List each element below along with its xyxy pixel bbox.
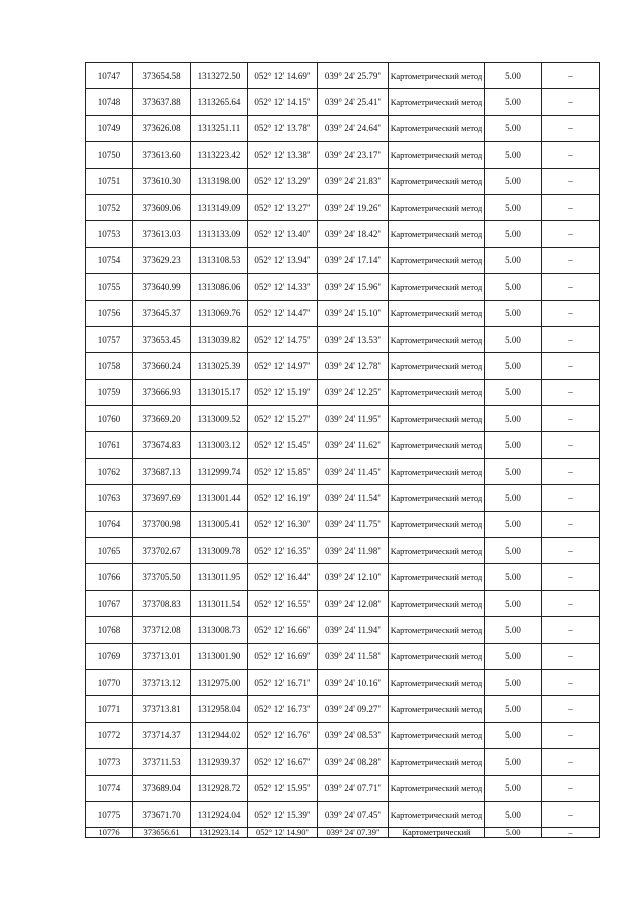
coordinate-x-cell: 373713.12: [133, 669, 191, 695]
accuracy-cell: 5.00: [485, 168, 542, 194]
coordinate-x-cell: 373629.23: [133, 247, 191, 273]
table-row: [86, 458, 600, 484]
longitude-cell: 039° 24' 12.78": [318, 353, 389, 379]
table-row: [86, 142, 600, 168]
method-cell: Картометрический метод: [389, 194, 485, 220]
coordinate-x-cell: 373653.45: [133, 326, 191, 352]
method-cell: Картометрический метод: [389, 775, 485, 801]
note-cell: –: [542, 828, 600, 838]
table-row: [86, 379, 600, 405]
coordinate-y-cell: 1313009.78: [191, 538, 248, 564]
latitude-cell: 052° 12' 14.75": [248, 326, 318, 352]
longitude-cell: 039° 24' 25.79": [318, 63, 389, 89]
longitude-cell: 039° 24' 07.39": [318, 828, 389, 838]
accuracy-cell: 5.00: [485, 353, 542, 379]
coordinate-x-cell: 373712.08: [133, 617, 191, 643]
coordinate-x-cell: 373697.69: [133, 485, 191, 511]
coordinate-x-cell: 373705.50: [133, 564, 191, 590]
coordinate-y-cell: 1313223.42: [191, 142, 248, 168]
longitude-cell: 039° 24' 11.95": [318, 406, 389, 432]
coordinate-x-cell: 373700.98: [133, 511, 191, 537]
note-cell: –: [542, 274, 600, 300]
method-cell: Картометрический метод: [389, 300, 485, 326]
note-cell: –: [542, 617, 600, 643]
coordinate-y-cell: 1313005.41: [191, 511, 248, 537]
table-row: [86, 115, 600, 141]
accuracy-cell: 5.00: [485, 590, 542, 616]
coordinate-x-cell: 373714.37: [133, 722, 191, 748]
table-row: [86, 63, 600, 89]
coordinate-y-cell: 1313001.44: [191, 485, 248, 511]
method-cell: Картометрический метод: [389, 669, 485, 695]
accuracy-cell: 5.00: [485, 300, 542, 326]
latitude-cell: 052° 12' 16.76": [248, 722, 318, 748]
coordinate-y-cell: 1312944.02: [191, 722, 248, 748]
table-row: [86, 194, 600, 220]
point-number-cell: 10764: [86, 511, 133, 537]
method-cell: Картометрический метод: [389, 353, 485, 379]
method-cell: Картометрический: [389, 828, 485, 838]
coordinate-y-cell: 1313039.82: [191, 326, 248, 352]
latitude-cell: 052° 12' 16.71": [248, 669, 318, 695]
longitude-cell: 039° 24' 12.25": [318, 379, 389, 405]
point-number-cell: 10763: [86, 485, 133, 511]
point-number-cell: 10770: [86, 669, 133, 695]
longitude-cell: 039° 24' 24.64": [318, 115, 389, 141]
method-cell: Картометрический метод: [389, 722, 485, 748]
longitude-cell: 039° 24' 11.54": [318, 485, 389, 511]
longitude-cell: 039° 24' 11.94": [318, 617, 389, 643]
latitude-cell: 052° 12' 15.45": [248, 432, 318, 458]
method-cell: Картометрический метод: [389, 89, 485, 115]
method-cell: Картометрический метод: [389, 590, 485, 616]
coordinate-y-cell: 1313133.09: [191, 221, 248, 247]
coordinate-y-cell: 1312999.74: [191, 458, 248, 484]
point-number-cell: 10771: [86, 696, 133, 722]
table-row: [86, 669, 600, 695]
accuracy-cell: 5.00: [485, 432, 542, 458]
coordinate-y-cell: 1312924.04: [191, 801, 248, 827]
point-number-cell: 10762: [86, 458, 133, 484]
latitude-cell: 052° 12' 16.19": [248, 485, 318, 511]
coordinate-y-cell: 1313008.73: [191, 617, 248, 643]
method-cell: Картометрический метод: [389, 168, 485, 194]
coordinates-table: [85, 62, 600, 838]
table-row: [86, 564, 600, 590]
note-cell: –: [542, 643, 600, 669]
coordinate-y-cell: 1313272.50: [191, 63, 248, 89]
point-number-cell: 10759: [86, 379, 133, 405]
longitude-cell: 039° 24' 09.27": [318, 696, 389, 722]
coordinate-x-cell: 373626.08: [133, 115, 191, 141]
note-cell: –: [542, 669, 600, 695]
point-number-cell: 10769: [86, 643, 133, 669]
point-number-cell: 10751: [86, 168, 133, 194]
longitude-cell: 039° 24' 07.71": [318, 775, 389, 801]
latitude-cell: 052° 12' 13.29": [248, 168, 318, 194]
coordinate-y-cell: 1313265.64: [191, 89, 248, 115]
table-row: [86, 89, 600, 115]
coordinate-y-cell: 1313149.09: [191, 194, 248, 220]
method-cell: Картометрический метод: [389, 379, 485, 405]
longitude-cell: 039° 24' 11.58": [318, 643, 389, 669]
note-cell: –: [542, 142, 600, 168]
table-row: [86, 801, 600, 827]
latitude-cell: 052° 12' 15.95": [248, 775, 318, 801]
latitude-cell: 052° 12' 13.94": [248, 247, 318, 273]
coordinate-x-cell: 373609.06: [133, 194, 191, 220]
method-cell: Картометрический метод: [389, 617, 485, 643]
latitude-cell: 052° 12' 13.78": [248, 115, 318, 141]
accuracy-cell: 5.00: [485, 643, 542, 669]
latitude-cell: 052° 12' 15.27": [248, 406, 318, 432]
coordinate-y-cell: 1313011.95: [191, 564, 248, 590]
table-row: [86, 221, 600, 247]
coordinate-x-cell: 373654.58: [133, 63, 191, 89]
coordinate-x-cell: 373689.04: [133, 775, 191, 801]
note-cell: –: [542, 247, 600, 273]
coordinate-x-cell: 373671.70: [133, 801, 191, 827]
longitude-cell: 039° 24' 25.41": [318, 89, 389, 115]
longitude-cell: 039° 24' 23.17": [318, 142, 389, 168]
longitude-cell: 039° 24' 13.53": [318, 326, 389, 352]
note-cell: –: [542, 458, 600, 484]
point-number-cell: 10748: [86, 89, 133, 115]
note-cell: –: [542, 696, 600, 722]
longitude-cell: 039° 24' 11.98": [318, 538, 389, 564]
accuracy-cell: 5.00: [485, 775, 542, 801]
point-number-cell: 10756: [86, 300, 133, 326]
note-cell: –: [542, 379, 600, 405]
latitude-cell: 052° 12' 13.40": [248, 221, 318, 247]
table-row: [86, 617, 600, 643]
coordinate-x-cell: 373702.67: [133, 538, 191, 564]
point-number-cell: 10760: [86, 406, 133, 432]
latitude-cell: 052° 12' 16.67": [248, 749, 318, 775]
accuracy-cell: 5.00: [485, 194, 542, 220]
accuracy-cell: 5.00: [485, 696, 542, 722]
table-row: [86, 274, 600, 300]
coordinate-y-cell: 1313198.00: [191, 168, 248, 194]
accuracy-cell: 5.00: [485, 538, 542, 564]
latitude-cell: 052° 12' 14.90": [248, 828, 318, 838]
accuracy-cell: 5.00: [485, 221, 542, 247]
latitude-cell: 052° 12' 13.38": [248, 142, 318, 168]
method-cell: Картометрический метод: [389, 432, 485, 458]
method-cell: Картометрический метод: [389, 247, 485, 273]
coordinate-y-cell: 1313069.76: [191, 300, 248, 326]
coordinate-y-cell: 1313025.39: [191, 353, 248, 379]
accuracy-cell: 5.00: [485, 115, 542, 141]
method-cell: Картометрический метод: [389, 643, 485, 669]
accuracy-cell: 5.00: [485, 485, 542, 511]
method-cell: Картометрический метод: [389, 458, 485, 484]
longitude-cell: 039° 24' 11.75": [318, 511, 389, 537]
point-number-cell: 10758: [86, 353, 133, 379]
note-cell: –: [542, 511, 600, 537]
table-row: [86, 775, 600, 801]
coordinate-y-cell: 1312958.04: [191, 696, 248, 722]
method-cell: Картометрический метод: [389, 511, 485, 537]
point-number-cell: 10752: [86, 194, 133, 220]
accuracy-cell: 5.00: [485, 511, 542, 537]
method-cell: Картометрический метод: [389, 696, 485, 722]
latitude-cell: 052° 12' 14.33": [248, 274, 318, 300]
coordinate-x-cell: 373610.30: [133, 168, 191, 194]
method-cell: Картометрический метод: [389, 221, 485, 247]
coordinate-x-cell: 373713.01: [133, 643, 191, 669]
note-cell: –: [542, 538, 600, 564]
method-cell: Картометрический метод: [389, 564, 485, 590]
coordinate-y-cell: 1313086.06: [191, 274, 248, 300]
longitude-cell: 039° 24' 08.28": [318, 749, 389, 775]
longitude-cell: 039° 24' 15.10": [318, 300, 389, 326]
coordinate-x-cell: 373613.60: [133, 142, 191, 168]
latitude-cell: 052° 12' 16.35": [248, 538, 318, 564]
point-number-cell: 10761: [86, 432, 133, 458]
accuracy-cell: 5.00: [485, 406, 542, 432]
method-cell: Картометрический метод: [389, 115, 485, 141]
point-number-cell: 10765: [86, 538, 133, 564]
table-row: [86, 485, 600, 511]
accuracy-cell: 5.00: [485, 617, 542, 643]
accuracy-cell: 5.00: [485, 142, 542, 168]
coordinate-x-cell: 373674.83: [133, 432, 191, 458]
point-number-cell: 10755: [86, 274, 133, 300]
accuracy-cell: 5.00: [485, 247, 542, 273]
note-cell: –: [542, 89, 600, 115]
table-row: [86, 749, 600, 775]
note-cell: –: [542, 221, 600, 247]
note-cell: –: [542, 801, 600, 827]
note-cell: –: [542, 168, 600, 194]
note-cell: –: [542, 300, 600, 326]
latitude-cell: 052° 12' 16.44": [248, 564, 318, 590]
coordinate-x-cell: 373640.99: [133, 274, 191, 300]
note-cell: –: [542, 194, 600, 220]
point-number-cell: 10767: [86, 590, 133, 616]
point-number-cell: 10775: [86, 801, 133, 827]
latitude-cell: 052° 12' 16.55": [248, 590, 318, 616]
accuracy-cell: 5.00: [485, 326, 542, 352]
coordinate-x-cell: 373645.37: [133, 300, 191, 326]
longitude-cell: 039° 24' 08.53": [318, 722, 389, 748]
method-cell: Картометрический метод: [389, 749, 485, 775]
latitude-cell: 052° 12' 16.66": [248, 617, 318, 643]
coordinate-x-cell: 373708.83: [133, 590, 191, 616]
accuracy-cell: 5.00: [485, 801, 542, 827]
accuracy-cell: 5.00: [485, 669, 542, 695]
note-cell: –: [542, 63, 600, 89]
accuracy-cell: 5.00: [485, 749, 542, 775]
note-cell: –: [542, 353, 600, 379]
accuracy-cell: 5.00: [485, 274, 542, 300]
table-row: [86, 643, 600, 669]
coordinate-y-cell: 1313108.53: [191, 247, 248, 273]
coordinate-y-cell: 1312975.00: [191, 669, 248, 695]
note-cell: –: [542, 432, 600, 458]
method-cell: Картометрический метод: [389, 801, 485, 827]
coordinate-x-cell: 373613.03: [133, 221, 191, 247]
latitude-cell: 052° 12' 15.39": [248, 801, 318, 827]
latitude-cell: 052° 12' 14.15": [248, 89, 318, 115]
accuracy-cell: 5.00: [485, 89, 542, 115]
accuracy-cell: 5.00: [485, 828, 542, 838]
latitude-cell: 052° 12' 15.19": [248, 379, 318, 405]
note-cell: –: [542, 115, 600, 141]
latitude-cell: 052° 12' 14.47": [248, 300, 318, 326]
accuracy-cell: 5.00: [485, 63, 542, 89]
note-cell: –: [542, 564, 600, 590]
latitude-cell: 052° 12' 15.85": [248, 458, 318, 484]
table-body: [86, 63, 600, 838]
table-row: [86, 538, 600, 564]
longitude-cell: 039° 24' 07.45": [318, 801, 389, 827]
coordinate-x-cell: 373713.81: [133, 696, 191, 722]
point-number-cell: 10753: [86, 221, 133, 247]
table-row: [86, 511, 600, 537]
coordinate-y-cell: 1313015.17: [191, 379, 248, 405]
point-number-cell: 10772: [86, 722, 133, 748]
note-cell: –: [542, 406, 600, 432]
coordinate-y-cell: 1313001.90: [191, 643, 248, 669]
note-cell: –: [542, 326, 600, 352]
point-number-cell: 10750: [86, 142, 133, 168]
table-row: [86, 326, 600, 352]
coordinate-y-cell: 1312928.72: [191, 775, 248, 801]
point-number-cell: 10774: [86, 775, 133, 801]
method-cell: Картометрический метод: [389, 485, 485, 511]
table-row: [86, 828, 600, 838]
coordinate-y-cell: 1313011.54: [191, 590, 248, 616]
table-row: [86, 590, 600, 616]
longitude-cell: 039° 24' 12.08": [318, 590, 389, 616]
longitude-cell: 039° 24' 12.10": [318, 564, 389, 590]
longitude-cell: 039° 24' 17.14": [318, 247, 389, 273]
longitude-cell: 039° 24' 21.83": [318, 168, 389, 194]
table-row: [86, 353, 600, 379]
table-row: [86, 722, 600, 748]
longitude-cell: 039° 24' 18.42": [318, 221, 389, 247]
longitude-cell: 039° 24' 11.62": [318, 432, 389, 458]
coordinate-y-cell: 1312923.14: [191, 828, 248, 838]
accuracy-cell: 5.00: [485, 458, 542, 484]
longitude-cell: 039° 24' 11.45": [318, 458, 389, 484]
point-number-cell: 10754: [86, 247, 133, 273]
latitude-cell: 052° 12' 16.73": [248, 696, 318, 722]
latitude-cell: 052° 12' 16.30": [248, 511, 318, 537]
note-cell: –: [542, 590, 600, 616]
point-number-cell: 10747: [86, 63, 133, 89]
latitude-cell: 052° 12' 14.69": [248, 63, 318, 89]
coordinate-x-cell: 373660.24: [133, 353, 191, 379]
coordinate-y-cell: 1313003.12: [191, 432, 248, 458]
table-row: [86, 696, 600, 722]
table-row: [86, 247, 600, 273]
table-row: [86, 168, 600, 194]
coordinate-x-cell: 373656.61: [133, 828, 191, 838]
table-row: [86, 432, 600, 458]
note-cell: –: [542, 485, 600, 511]
latitude-cell: 052° 12' 13.27": [248, 194, 318, 220]
coordinate-x-cell: 373687.13: [133, 458, 191, 484]
point-number-cell: 10773: [86, 749, 133, 775]
latitude-cell: 052° 12' 16.69": [248, 643, 318, 669]
point-number-cell: 10766: [86, 564, 133, 590]
method-cell: Картометрический метод: [389, 406, 485, 432]
method-cell: Картометрический метод: [389, 326, 485, 352]
point-number-cell: 10768: [86, 617, 133, 643]
coordinate-x-cell: 373711.53: [133, 749, 191, 775]
coordinate-x-cell: 373637.88: [133, 89, 191, 115]
coordinate-y-cell: 1312939.37: [191, 749, 248, 775]
table-row: [86, 406, 600, 432]
method-cell: Картометрический метод: [389, 538, 485, 564]
longitude-cell: 039° 24' 15.96": [318, 274, 389, 300]
method-cell: Картометрический метод: [389, 274, 485, 300]
point-number-cell: 10776: [86, 828, 133, 838]
coordinate-x-cell: 373669.20: [133, 406, 191, 432]
method-cell: Картометрический метод: [389, 63, 485, 89]
accuracy-cell: 5.00: [485, 379, 542, 405]
point-number-cell: 10749: [86, 115, 133, 141]
longitude-cell: 039° 24' 19.26": [318, 194, 389, 220]
table-row: [86, 300, 600, 326]
method-cell: Картометрический метод: [389, 142, 485, 168]
coordinate-y-cell: 1313009.52: [191, 406, 248, 432]
latitude-cell: 052° 12' 14.97": [248, 353, 318, 379]
accuracy-cell: 5.00: [485, 564, 542, 590]
note-cell: –: [542, 749, 600, 775]
accuracy-cell: 5.00: [485, 722, 542, 748]
coordinate-y-cell: 1313251.11: [191, 115, 248, 141]
note-cell: –: [542, 775, 600, 801]
point-number-cell: 10757: [86, 326, 133, 352]
longitude-cell: 039° 24' 10.16": [318, 669, 389, 695]
coordinate-x-cell: 373666.93: [133, 379, 191, 405]
note-cell: –: [542, 722, 600, 748]
